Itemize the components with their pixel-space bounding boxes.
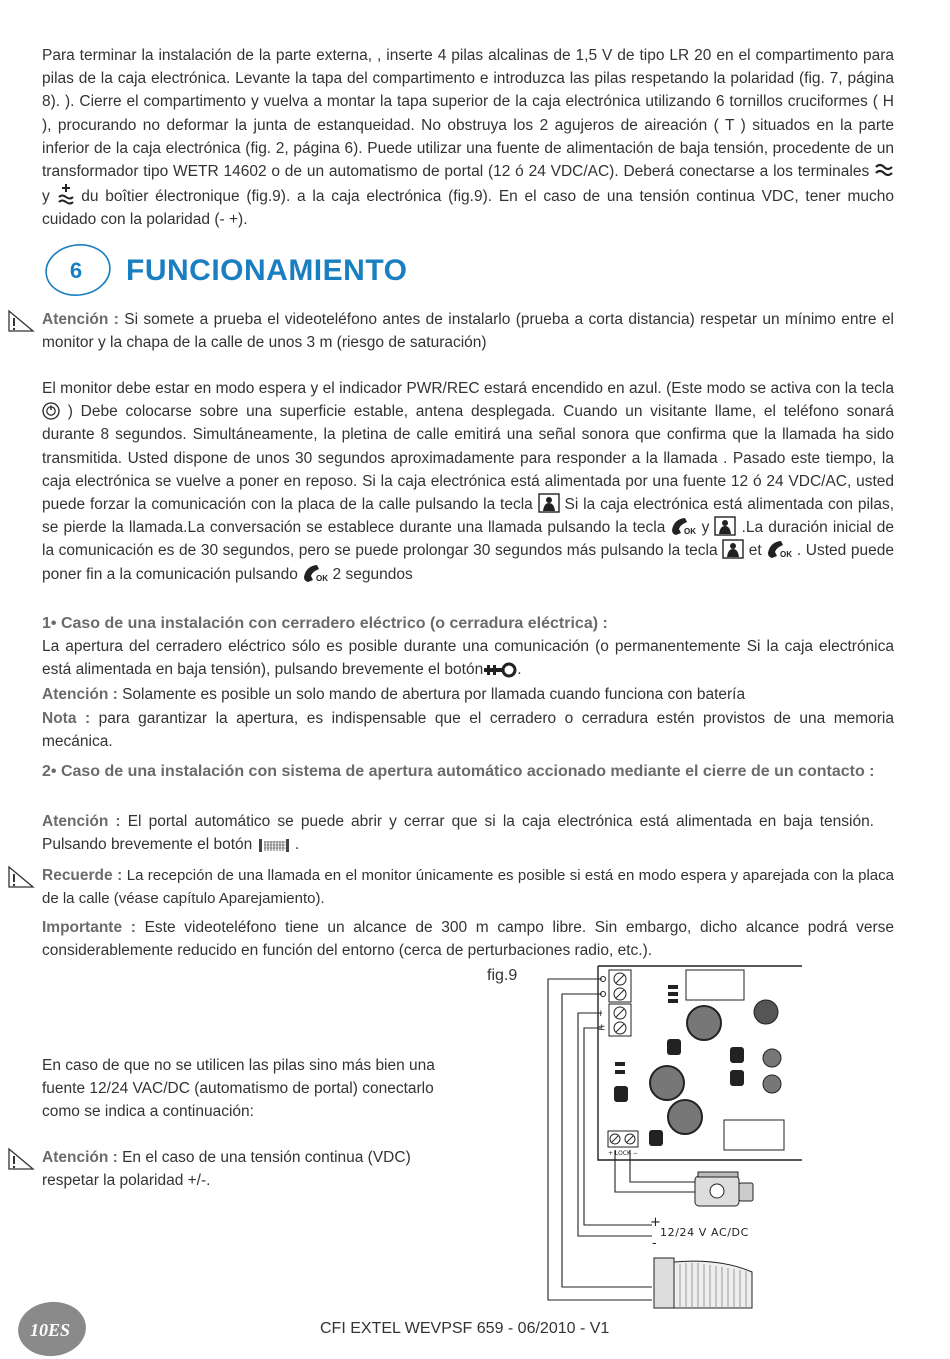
atencion-note — [42, 308, 894, 354]
figure-caption: fig.9 — [487, 967, 518, 984]
operation-text-5: .La duración inicial de la comunicación es de 30 segundos, pero se puede prolongar 30 segundos más pulsando la tecla — [42, 519, 894, 560]
section-number-badge — [42, 242, 112, 298]
key-icon — [483, 662, 517, 678]
handset-ok-icon — [766, 539, 792, 559]
recuerde-label: Recuerde : — [42, 867, 123, 884]
warning-icon — [6, 864, 36, 890]
case1-paragraph — [42, 635, 894, 681]
gate-icon — [257, 837, 291, 853]
handset-ok-icon — [670, 516, 696, 536]
ac-terminal-icon — [874, 160, 894, 180]
case2-atencion-label: Atención : — [42, 813, 121, 830]
atencion-text: Si somete a prueba el videoteléfono antes de instalarlo (prueba a corta distancia) respetar un mínimo entre el monitor y la chapa de la calle de unos 3 m (riesgo de saturación) — [42, 311, 894, 352]
page-number: 10ES — [29, 1320, 71, 1340]
gate-motor-icon — [654, 1258, 752, 1308]
section-number: 6 — [69, 258, 83, 283]
case2-heading: 2• Caso de una instalación con sistema de apertura automático accionado mediante el cierre de un contacto : — [42, 763, 875, 780]
power-button-icon — [42, 402, 60, 420]
importante-text: Este videoteléfono tiene un alcance de 300 m campo libre. Sin embargo, dicho alcance podrá verse considerablemente reducido en función del entorno (cerca de perturbaciones radio, etc.). — [42, 919, 895, 960]
case2-period: . — [294, 836, 300, 854]
intro-y: y — [42, 188, 50, 206]
warning-icon — [6, 308, 36, 334]
nota-text: para garantizar la apertura, es indispensable que el cerradero o cerradura estén provistos de una memoria mecánica. — [42, 710, 894, 751]
side-atencion-text: En el caso de una tensión continua (VDC) respetar la polaridad +/-. — [42, 1149, 411, 1190]
svg-text:OK: OK — [684, 527, 697, 537]
supply-minus: - — [652, 1236, 657, 1251]
atencion-label: Atención : — [42, 311, 119, 328]
case1-text: La apertura del cerradero eléctrico sólo es posible durante una comunicación (o permanentemente Si la caja electrónica está alimentada en baja tensión), pulsando brevemente el botón — [42, 638, 894, 679]
side-atencion — [42, 1146, 460, 1192]
lock-terminal-label: + LOCK − — [608, 1150, 638, 1157]
operation-text-8: 2 segundos — [332, 565, 413, 583]
case1-atencion — [42, 683, 894, 706]
case1-heading: 1• Caso de una instalación con cerradero eléctrico (o cerradura eléctrica) : — [42, 615, 608, 632]
page-number-badge — [16, 1300, 88, 1358]
case1-atencion-label: Atención : — [42, 686, 118, 703]
case2-atencion-text: El portal automático se puede abrir y cerrar que si la caja electrónica está alimentada en baja tensión. Pulsando brevemente el botón — [42, 813, 874, 854]
operation-text-1: El monitor debe estar en modo espera y el indicador PWR/REC estará encendido en azul. (Este modo se activa con la tecla — [42, 380, 894, 397]
warning-icon — [6, 1146, 36, 1172]
side-paragraph: En caso de que no se utilicen las pilas sino más bien una fuente 12/24 VAC/DC (automatismo de portal) conectarlo como se indica a continuación: — [42, 1057, 435, 1121]
case1-period: . — [517, 661, 522, 679]
svg-text:≀: ≀ — [599, 1009, 603, 1019]
recuerde-note — [42, 864, 894, 910]
operation-text-7: . Usted puede poner fin a la comunicación pulsando — [42, 542, 894, 583]
operation-text-6: et — [748, 542, 762, 560]
svg-text:OK: OK — [316, 573, 329, 583]
operation-text-3: Si la caja electrónica está alimentada con pilas, se pierde la llamada.La conversación se establece durante una llamada pulsando la tecla — [42, 496, 895, 537]
operation-paragraph — [42, 377, 894, 586]
visitor-button-icon — [722, 539, 744, 559]
handset-ok-icon — [302, 563, 328, 583]
svg-text:±: ± — [598, 1023, 606, 1033]
recuerde-text: La recepción de una llamada en el monitor únicamente es posible si está en modo espera y aparejada con la placa de la calle (véase capítulo Aparejamiento). — [42, 867, 894, 908]
plus-ac-terminal-icon — [57, 183, 75, 205]
operation-text-2: ) Debe colocarse sobre una superficie estable, antena desplegada. Cuando un visitante llame, el teléfono sonará durante 8 segundos. Simultáneamente, la pletina de calle emitirá una señal sonora que confirma que la llamada ha sido transmitida. Usted dispone de unos 30 segundos aproximadamente para responder a la llamada . Pasado este tiempo, la caja electrónica se vuelve a poner en reposo. Si la caja electrónica está alimentada por una fuente 12 ó 24 VDC/AC, usted puede forzar la comunicación con la placa de la calle pulsando la tecla — [42, 403, 894, 514]
supply-label: 12/24 V AC/DC — [660, 1226, 749, 1239]
supply-plus: + — [650, 1215, 661, 1230]
case1-nota — [42, 707, 894, 753]
visitor-button-icon — [714, 516, 736, 536]
section-title: FUNCIONAMIENTO — [126, 254, 408, 287]
importante-note — [42, 916, 894, 962]
side-atencion-label: Atención : — [42, 1149, 118, 1166]
intro-paragraph — [42, 44, 894, 232]
footer-text: CFI EXTEL WEVPSF 659 - 06/2010 - V1 — [320, 1320, 610, 1337]
electric-lock-icon — [695, 1172, 753, 1206]
operation-text-4: y — [701, 519, 710, 537]
case2-paragraph — [42, 810, 874, 856]
svg-text:OK: OK — [780, 550, 793, 560]
importante-label: Importante : — [42, 919, 136, 936]
wiring-diagram — [540, 960, 810, 1320]
intro-text: Para terminar la instalación de la parte externa, , inserte 4 pilas alcalinas de 1,5 V de tipo LR 20 en el compartimento para pilas de la caja electrónica. Levante la tapa del compartimento e introduzca las pilas respetando la polaridad (fig. 7, página 8). ). Cierre el compartimento y vuelva a montar la tapa superior de la caja electrónica utilizando 6 tornillos cruciformes ( H ), procurando no deformar la junta de estanqueidad. No obstruya los 2 agujeros de aireación ( T ) situados en la parte inferior de la caja electrónica (fig. 2, página 6). Puede utilizar una fuente de alimentación de baja tensión, procedente de un transformador tipo WETR 14602 o de un automatismo de portal (12 ó 24 VDC/AC). Deberá conectarse a los terminales — [42, 47, 894, 181]
visitor-button-icon — [538, 493, 560, 513]
intro-text-end: du boîtier électronique (fig.9). a la caja electrónica (fig.9). En el caso de una tensión continua VDC, tener mucho cuidado con la polaridad (- +). — [42, 188, 894, 229]
case1-atencion-text: Solamente es posible un solo mando de abertura por llamada cuando funciona con batería — [122, 686, 746, 703]
nota-label: Nota : — [42, 710, 91, 727]
